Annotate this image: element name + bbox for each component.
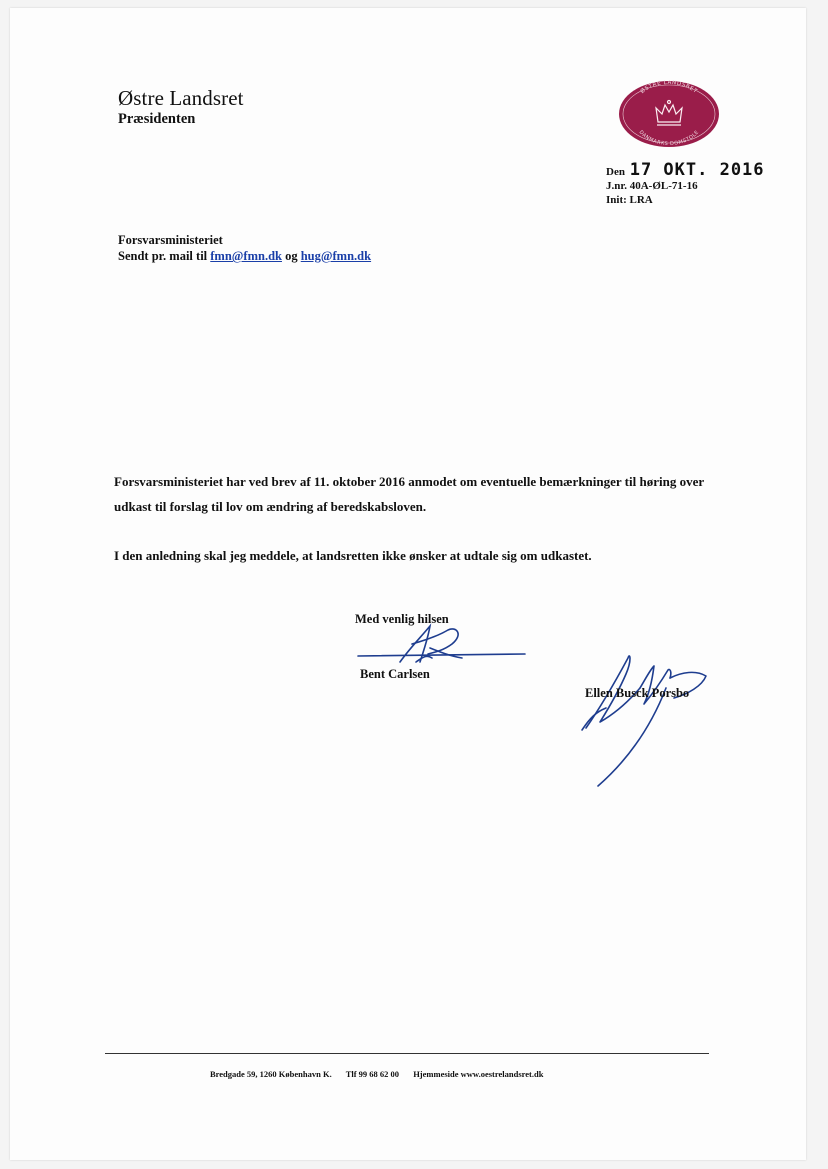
signer-1-name: Bent Carlsen: [360, 667, 430, 681]
footer-website: Hjemmeside www.oestrelandsret.dk: [413, 1069, 544, 1079]
footer-divider: [105, 1053, 709, 1054]
recipient-name: Forsvarsministeriet: [118, 233, 223, 247]
sent-prefix: Sendt pr. mail til: [118, 249, 208, 263]
journal-number: J.nr. 40A-ØL-71-16: [606, 180, 698, 192]
closing-greeting: Med venlig hilsen: [355, 612, 449, 626]
email-link-hug[interactable]: hug@fmn.dk: [300, 249, 372, 263]
footer-address: Bredgade 59, 1260 København K.: [210, 1069, 332, 1079]
document-page: [10, 8, 806, 1160]
conjunction: og: [285, 249, 298, 263]
email-link-fmn[interactable]: fmn@fmn.dk: [210, 249, 282, 263]
footer-contact: [210, 1069, 555, 1079]
footer-phone: Tlf 99 68 62 00: [345, 1069, 400, 1079]
body-paragraph-2: I den anledning skal jeg meddele, at landsretten ikke ønsker at udtale sig om udkastet.: [114, 548, 592, 563]
initials: Init: LRA: [606, 194, 653, 206]
signature-ellen-busck-porsbo-icon: [570, 648, 720, 788]
court-name: Østre Landsret: [118, 86, 244, 110]
date-stamp: 17 OKT. 2016: [629, 160, 765, 180]
signer-2-name: Ellen Busck Porsbo: [585, 686, 690, 700]
recipient-block: [118, 232, 371, 264]
body-paragraph-1: Forsvarsministeriet har ved brev af 11. oktober 2016 anmodet om eventuelle bemærkninger til høring over udkast til forslag til lov om ændring af beredskabsloven.: [114, 474, 704, 514]
date-label: Den: [606, 166, 625, 178]
court-subtitle: Præsidenten: [118, 111, 196, 127]
court-seal-icon: [618, 78, 720, 148]
date-journal-block: [606, 160, 765, 207]
seal-text-top: ØSTRE LANDSRET: [639, 79, 699, 95]
seal-text-bottom: DANMARKS DOMSTOLE: [637, 129, 701, 148]
